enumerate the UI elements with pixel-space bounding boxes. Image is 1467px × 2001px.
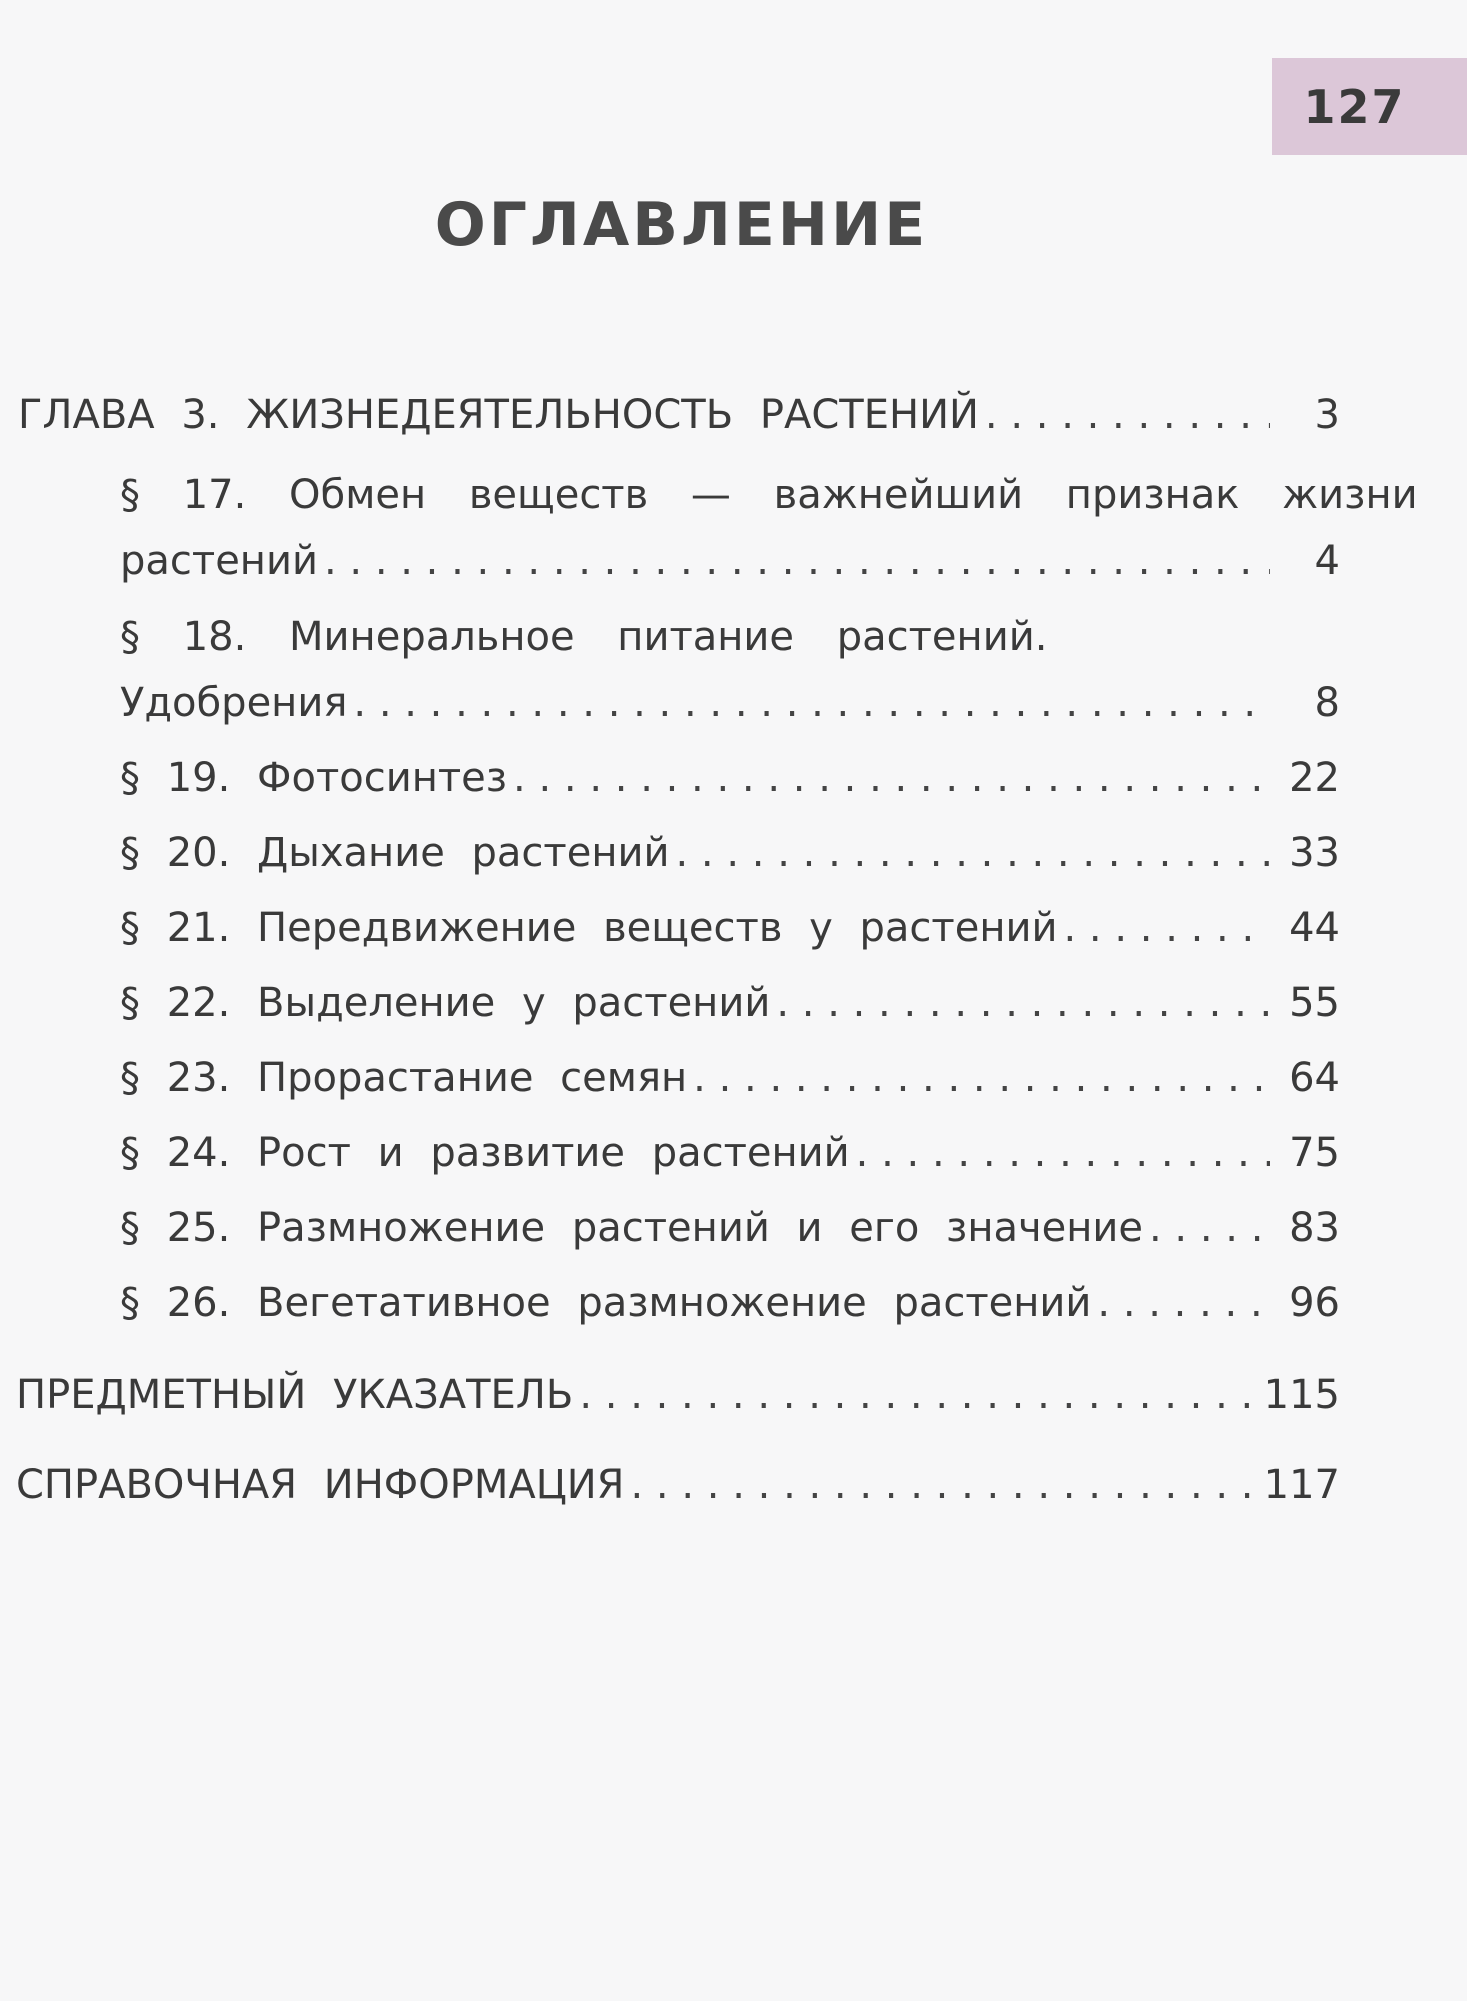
toc-entry-page: 83 [1289,1205,1340,1251]
leader-dots [513,755,1270,801]
toc-entry-title: Удобрения [120,680,348,726]
toc-entry-title: § 19. Фотосинтез [120,755,508,801]
toc-entry-section-25[interactable] [120,1205,1340,1251]
toc-entry-chapter-3[interactable] [18,392,1340,438]
toc-entry-section-18[interactable] [120,680,1340,726]
toc-entry-section-26[interactable] [120,1280,1340,1326]
leader-dots [1097,1280,1270,1326]
leader-dots [776,980,1270,1026]
leader-dots [693,1055,1270,1101]
leader-dots [579,1372,1253,1418]
toc-entry-page: 117 [1263,1462,1340,1508]
leader-dots [856,1130,1270,1176]
toc-entry-page: 115 [1263,1372,1340,1418]
toc-entry-title: ПРЕДМЕТНЫЙ УКАЗАТЕЛЬ [16,1372,574,1418]
leader-dots [1063,905,1270,951]
toc-entry-subject-index[interactable] [16,1372,1340,1418]
toc-entry-section-17-line1[interactable]: § 17. Обмен веществ — важнейший признак жизни [120,472,1418,518]
toc-entry-section-17[interactable] [120,538,1340,584]
toc-entry-section-18-line1[interactable]: § 18. Минеральное питание растений. [120,614,1048,660]
toc-entry-title: § 20. Дыхание растений [120,830,670,876]
page-title: ОГЛАВЛЕНИЕ [434,190,929,260]
toc-entry-title: § 22. Выделение у растений [120,980,771,1026]
toc-entry-page: 64 [1289,1055,1340,1101]
toc-entry-title: § 26. Вегетативное размножение растений [120,1280,1092,1326]
toc-entry-section-21[interactable] [120,905,1340,951]
toc-entry-section-24[interactable] [120,1130,1340,1176]
toc-entry-title: § 23. Прорастание семян [120,1055,688,1101]
toc-entry-page: 22 [1289,755,1340,801]
toc-entry-page: 75 [1289,1130,1340,1176]
toc-entry-reference-info[interactable] [16,1462,1340,1508]
toc-entry-section-20[interactable] [120,830,1340,876]
toc-entry-page: 55 [1289,980,1340,1026]
toc-entry-title: СПРАВОЧНАЯ ИНФОРМАЦИЯ [16,1462,625,1508]
toc-entry-section-22[interactable] [120,980,1340,1026]
toc-entry-page: 8 [1314,680,1340,726]
page-number: 127 [1303,79,1406,134]
toc-entry-section-23[interactable] [120,1055,1340,1101]
leader-dots [675,830,1270,876]
toc-entry-page: 96 [1289,1280,1340,1326]
toc-entry-page: 4 [1314,538,1340,584]
toc-entry-title: § 24. Рост и развитие растений [120,1130,850,1176]
toc-entry-title: ГЛАВА 3. ЖИЗНЕДЕЯТЕЛЬНОСТЬ РАСТЕНИЙ [18,392,979,438]
leader-dots [1149,1205,1270,1251]
toc-entry-page: 33 [1289,830,1340,876]
toc-entry-title: § 25. Размножение растений и его значение [120,1205,1143,1251]
toc-entry-title: растений [120,538,318,584]
leader-dots [630,1462,1253,1508]
toc-entry-page: 44 [1289,905,1340,951]
toc-entry-title: § 21. Передвижение веществ у растений [120,905,1058,951]
toc-entry-page: 3 [1314,392,1340,438]
toc-entry-section-19[interactable] [120,755,1340,801]
leader-dots [985,392,1270,438]
leader-dots [324,538,1270,584]
leader-dots [353,680,1270,726]
page-number-badge [1272,58,1467,155]
